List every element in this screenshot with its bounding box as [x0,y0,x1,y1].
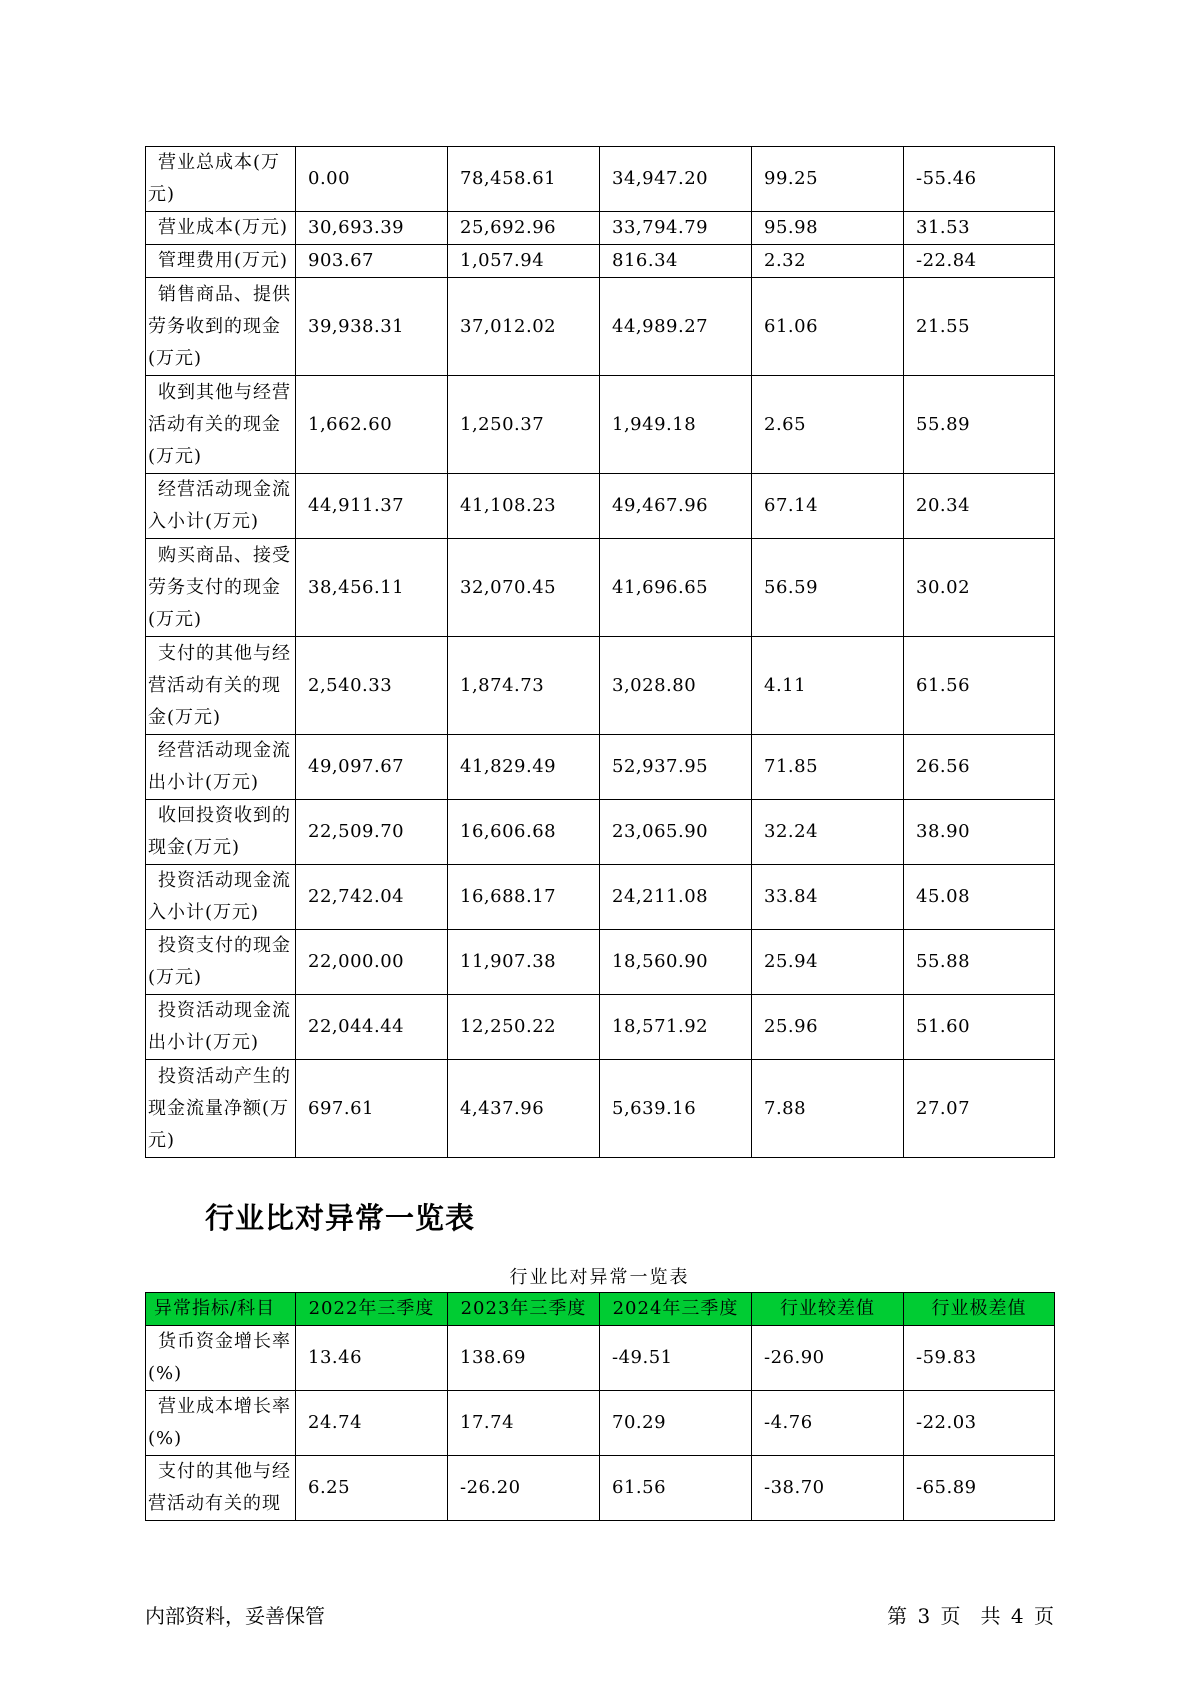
table-cell: 67.14 [752,474,904,539]
table-cell: 697.61 [296,1060,448,1158]
column-header: 行业极差值 [904,1293,1055,1326]
table-cell: -49.51 [600,1326,752,1391]
table-row [146,1326,1055,1391]
table-cell: 61.06 [752,278,904,376]
row-label: 经营活动现金流出小计(万元) [146,735,296,800]
table-cell: 5,639.16 [600,1060,752,1158]
row-label: 投资活动产生的现金流量净额(万元) [146,1060,296,1158]
table-cell: 24,211.08 [600,865,752,930]
table-cell: 34,947.20 [600,147,752,212]
row-label: 投资活动现金流入小计(万元) [146,865,296,930]
table-cell: 38,456.11 [296,539,448,637]
table-cell: 38.90 [904,800,1055,865]
table-cell: 44,989.27 [600,278,752,376]
table-row [146,539,1055,637]
row-label: 营业总成本(万元) [146,147,296,212]
table-cell: -65.89 [904,1456,1055,1521]
table-row [146,637,1055,735]
table-cell: -38.70 [752,1456,904,1521]
table-cell: 0.00 [296,147,448,212]
table-cell: 61.56 [600,1456,752,1521]
row-label: 营业成本增长率(%) [146,1391,296,1456]
table-row [146,930,1055,995]
table-cell: 11,907.38 [448,930,600,995]
table-cell: 6.25 [296,1456,448,1521]
table-cell: 30,693.39 [296,212,448,245]
row-label: 货币资金增长率(%) [146,1326,296,1391]
table-cell: 24.74 [296,1391,448,1456]
table-cell: 4.11 [752,637,904,735]
table-row [146,1391,1055,1456]
table-cell: 2.65 [752,376,904,474]
table-cell: 61.56 [904,637,1055,735]
table-row [146,800,1055,865]
table-cell: 99.25 [752,147,904,212]
table-cell: 32,070.45 [448,539,600,637]
column-header: 2023年三季度 [448,1293,600,1326]
table-cell: 1,057.94 [448,245,600,278]
table-cell: 44,911.37 [296,474,448,539]
row-label: 管理费用(万元) [146,245,296,278]
table-cell: -26.20 [448,1456,600,1521]
table-cell: 55.88 [904,930,1055,995]
table-cell: 22,509.70 [296,800,448,865]
row-label: 投资活动现金流出小计(万元) [146,995,296,1060]
table-cell: 32.24 [752,800,904,865]
table-cell: 41,696.65 [600,539,752,637]
column-header: 2022年三季度 [296,1293,448,1326]
row-label: 购买商品、接受劳务支付的现金(万元) [146,539,296,637]
table-cell: -26.90 [752,1326,904,1391]
table-cell: 49,467.96 [600,474,752,539]
table-cell: 13.46 [296,1326,448,1391]
table-cell: 30.02 [904,539,1055,637]
table-cell: 95.98 [752,212,904,245]
table-header-row [146,1293,1055,1326]
row-label: 营业成本(万元) [146,212,296,245]
table-cell: 903.67 [296,245,448,278]
table-cell: 22,044.44 [296,995,448,1060]
table-cell: -4.76 [752,1391,904,1456]
row-label: 支付的其他与经营活动有关的现金(万元) [146,637,296,735]
column-header: 异常指标/科目 [146,1293,296,1326]
table-cell: 1,949.18 [600,376,752,474]
table-cell: 23,065.90 [600,800,752,865]
row-label: 经营活动现金流入小计(万元) [146,474,296,539]
table-cell: 22,000.00 [296,930,448,995]
row-label: 销售商品、提供劳务收到的现金(万元) [146,278,296,376]
table-cell: 1,250.37 [448,376,600,474]
table-cell: 26.56 [904,735,1055,800]
table-row [146,995,1055,1060]
row-label: 支付的其他与经营活动有关的现 [146,1456,296,1521]
table-cell: 816.34 [600,245,752,278]
table-cell: 25.96 [752,995,904,1060]
table-cell: 31.53 [904,212,1055,245]
table-cell: 33.84 [752,865,904,930]
table-cell: 22,742.04 [296,865,448,930]
table-cell: 70.29 [600,1391,752,1456]
row-label: 收回投资收到的现金(万元) [146,800,296,865]
column-header: 行业较差值 [752,1293,904,1326]
table-cell: 4,437.96 [448,1060,600,1158]
table-cell: -59.83 [904,1326,1055,1391]
table-cell: 49,097.67 [296,735,448,800]
table-cell: 18,560.90 [600,930,752,995]
financial-data-table [145,146,1055,1158]
industry-comparison-table [145,1292,1055,1521]
page-number: 第 3 页 共 4 页 [887,1604,1054,1628]
table-cell: 56.59 [752,539,904,637]
table-cell: 25.94 [752,930,904,995]
table-cell: -22.03 [904,1391,1055,1456]
table-cell: 52,937.95 [600,735,752,800]
table-cell: 27.07 [904,1060,1055,1158]
table-cell: 1,662.60 [296,376,448,474]
table-cell: 41,829.49 [448,735,600,800]
table-cell: 20.34 [904,474,1055,539]
table-cell: 7.88 [752,1060,904,1158]
table-cell: 25,692.96 [448,212,600,245]
column-header: 2024年三季度 [600,1293,752,1326]
table-row [146,376,1055,474]
table-row [146,474,1055,539]
table-cell: 2.32 [752,245,904,278]
table-cell: 3,028.80 [600,637,752,735]
row-label: 投资支付的现金(万元) [146,930,296,995]
footer-confidential-note: 内部资料，妥善保管 [145,1604,325,1628]
table-cell: 71.85 [752,735,904,800]
table-row [146,278,1055,376]
table-caption: 行业比对异常一览表 [509,1267,690,1288]
table-cell: 138.69 [448,1326,600,1391]
table-cell: 33,794.79 [600,212,752,245]
table-cell: 12,250.22 [448,995,600,1060]
section-heading: 行业比对异常一览表 [205,1201,476,1235]
table-row [146,245,1055,278]
table-cell: 45.08 [904,865,1055,930]
table-row [146,1456,1055,1521]
table-row [146,147,1055,212]
table-cell: 51.60 [904,995,1055,1060]
row-label: 收到其他与经营活动有关的现金(万元) [146,376,296,474]
table-cell: 78,458.61 [448,147,600,212]
table-cell: 41,108.23 [448,474,600,539]
table-row [146,735,1055,800]
table-cell: 1,874.73 [448,637,600,735]
table-row [146,865,1055,930]
table-row [146,1060,1055,1158]
table-cell: -22.84 [904,245,1055,278]
table-cell: 2,540.33 [296,637,448,735]
table-cell: 37,012.02 [448,278,600,376]
table-row [146,212,1055,245]
table-cell: -55.46 [904,147,1055,212]
table-cell: 18,571.92 [600,995,752,1060]
table-cell: 21.55 [904,278,1055,376]
table-cell: 17.74 [448,1391,600,1456]
table-cell: 55.89 [904,376,1055,474]
table-cell: 16,606.68 [448,800,600,865]
table-cell: 39,938.31 [296,278,448,376]
table-cell: 16,688.17 [448,865,600,930]
